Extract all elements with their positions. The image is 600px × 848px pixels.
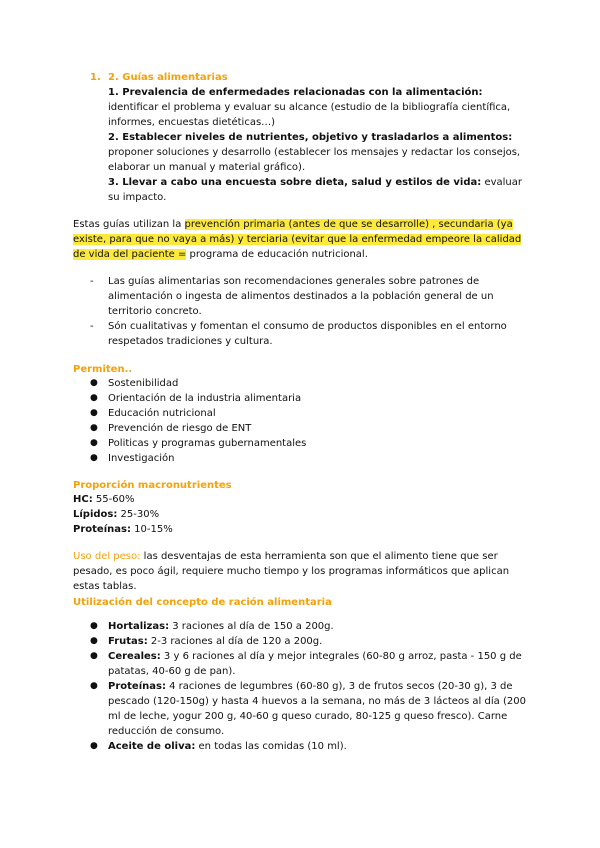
macro-row: [73, 492, 531, 507]
step-item: [108, 85, 528, 130]
permiten-list: [90, 376, 530, 466]
step-text: identificar el problema y evaluar su alcance (estudio de la bibliografía científica, informes, encuestas dietéticas…): [108, 102, 511, 128]
macro-label: Proteínas:: [73, 524, 131, 535]
bullet-icon: ●: [90, 438, 98, 448]
step-label: 1. Prevalencia de enfermedades relacionadas con la alimentación:: [108, 87, 483, 98]
bullet-icon: ●: [90, 408, 98, 418]
intro-lead: Estas guías utilizan la: [73, 219, 185, 230]
macro-row: [73, 522, 531, 537]
racion-label: Frutas:: [108, 636, 148, 647]
bullet-icon: ●: [90, 453, 98, 463]
racion-text: 3 raciones al día de 150 a 200g.: [169, 621, 334, 632]
step-item: [108, 130, 528, 175]
dash-text: Las guías alimentarias son recomendaciones generales sobre patrones de alimentación o ingesta de alimentos destinados a la población general de un territorio concreto.: [108, 276, 494, 317]
list-item-text: Educación nutricional: [108, 408, 216, 419]
bullet-icon: ●: [90, 741, 98, 751]
bullet-icon: ●: [90, 681, 98, 691]
macros-list: [73, 492, 531, 537]
dash-item: [90, 319, 530, 349]
list-item: [90, 739, 530, 754]
bullet-icon: ●: [90, 423, 98, 433]
dash-marker: -: [90, 321, 94, 332]
racion-label: Proteínas:: [108, 681, 166, 692]
list-item-text: Investigación: [108, 453, 175, 464]
step-text: evaluar su impacto.: [108, 177, 522, 203]
bullet-icon: ●: [90, 621, 98, 631]
bullet-icon: ●: [90, 378, 98, 388]
uso-peso-text: las desventajas de esta herramienta son que el alimento tiene que ser pesado, es poco ágil, requiere mucho tiempo y los programas informáticos que aplican estas tablas.: [73, 551, 510, 592]
list-item: [90, 619, 530, 634]
macro-label: HC:: [73, 494, 93, 505]
racion-list: [90, 619, 530, 754]
dash-text: Són cualitativas y fomentan el consumo de productos disponibles en el entorno respetados tradiciones y cultura.: [108, 321, 507, 347]
step-label: 2. Establecer niveles de nutrientes, objetivo y trasladarlos a alimentos:: [108, 132, 513, 143]
bullet-icon: ●: [90, 651, 98, 661]
intro-tail: programa de educación nutricional.: [186, 249, 368, 260]
macro-value: 55-60%: [92, 494, 135, 505]
step-text: proponer soluciones y desarrollo (establecer los mensajes y redactar los consejos, elaborar un manual y material gráfico).: [108, 147, 521, 173]
step-label: 3. Llevar a cabo una encuesta sobre dieta, salud y estilos de vida:: [108, 177, 482, 188]
bullet-icon: ●: [90, 636, 98, 646]
list-item-text: Sostenibilidad: [108, 378, 179, 389]
bullet-icon: ●: [90, 393, 98, 403]
uso-peso-label: Uso del peso:: [73, 551, 141, 562]
racion-label: Cereales:: [108, 651, 161, 662]
macro-label: Lípidos:: [73, 509, 118, 520]
racion-label: Aceite de oliva:: [108, 741, 196, 752]
macros-heading: Proporción macronutrientes: [73, 480, 232, 491]
list-item: [90, 391, 530, 406]
intro-paragraph: [73, 217, 531, 262]
list-item: [90, 451, 530, 466]
dash-list: [90, 274, 530, 349]
racion-heading: Utilización del concepto de ración alimentaria: [73, 597, 332, 608]
section-number: 1.: [90, 72, 101, 83]
racion-text: en todas las comidas (10 ml).: [195, 741, 347, 752]
macro-value: 10-15%: [130, 524, 173, 535]
list-item: [90, 649, 530, 679]
list-item: [90, 376, 530, 391]
steps-block: [108, 85, 528, 205]
step-item: [108, 175, 528, 205]
list-item: [90, 679, 530, 739]
section-title: 2. Guías alimentarias: [108, 72, 228, 83]
list-item: [90, 436, 530, 451]
racion-text: 3 y 6 raciones al día y mejor integrales (60-80 g arroz, pasta - 150 g de patatas, 40-60 g de pan).: [108, 651, 522, 677]
uso-peso-paragraph: [73, 549, 531, 594]
intro-highlight: prevención primaria (antes de que se desarrolle) , secundaria (ya existe, para que no vaya a más) y terciaria (evitar que la enfermedad empeore la calidad de vida del paciente =: [73, 219, 522, 260]
macro-row: [73, 507, 531, 522]
list-item-text: Prevención de riesgo de ENT: [108, 423, 252, 434]
dash-marker: -: [90, 276, 94, 287]
racion-label: Hortalizas:: [108, 621, 170, 632]
racion-text: 4 raciones de legumbres (60-80 g), 3 de frutos secos (20-30 g), 3 de pescado (120-150g) y hasta 4 huevos a la semana, no más de 3 lácteos al día (200 ml de leche, yogur 200 g, 40-60 g queso curado, 80-125 g queso fresco). Carne reducción de consumo.: [108, 681, 526, 737]
permiten-heading: Permiten..: [73, 364, 133, 375]
macro-value: 25-30%: [117, 509, 160, 520]
list-item-text: Orientación de la industria alimentaria: [108, 393, 302, 404]
list-item-text: Politicas y programas gubernamentales: [108, 438, 307, 449]
list-item: [90, 634, 530, 649]
dash-item: [90, 274, 530, 319]
list-item: [90, 421, 530, 436]
racion-text: 2-3 raciones al día de 120 a 200g.: [147, 636, 323, 647]
list-item: [90, 406, 530, 421]
